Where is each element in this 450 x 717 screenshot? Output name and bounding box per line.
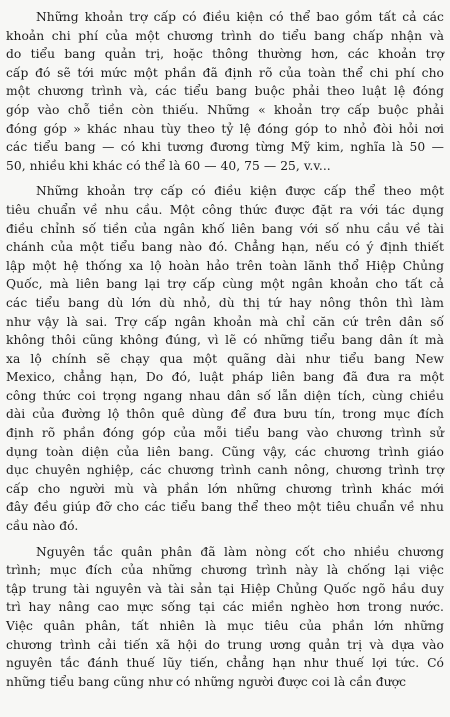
text-line: do tiểu bang quản trị, hoặc thông thường hơn, các khoản trợ <box>6 47 444 62</box>
text-line: 50, nhiều khi khác có thể là 60 — 40, 75 — 25, v.v... <box>6 158 331 173</box>
text-line: chánh của một tiểu bang nào đó. Chẳng hạn, nếu có ý định thiết <box>6 240 444 255</box>
text-line: cấp cho người mù và phần lớn những chương trình khác mới <box>6 481 444 496</box>
text-line: trình; mục đích của những chương trình này là chống lại việc <box>6 563 444 578</box>
paragraph <box>6 182 444 535</box>
text-line: dụng toàn diện của liên bang. Cũng vậy, các chương trình giáo <box>6 444 444 459</box>
text-line: Quốc, mà liên bang lại trợ cấp cùng một ngân khoản cho tất cả <box>6 277 444 292</box>
page-text-body <box>6 8 444 691</box>
text-line: đóng góp » khác nhau tùy theo tỷ lệ đóng góp to nhỏ đòi hỏi nơi <box>6 121 444 136</box>
text-line: Việc quân phân, tất nhiên là mục tiêu của phần lớn những <box>6 619 444 633</box>
text-line: tiêu chuẩn về nhu cầu. Một công thức được đặt ra với tác dụng <box>6 202 444 217</box>
paragraph <box>6 8 444 175</box>
text-line: cầu nào đó. <box>6 519 79 534</box>
text-line: những tiểu bang cũng như có những người được coi là cần được <box>6 674 407 689</box>
text-line: khoản chi phí của một chương trình do tiểu bang chấp nhận và <box>6 28 444 43</box>
text-line: các tiểu bang — có khi tương đương từng Mỹ kim, nghĩa là 50 — <box>6 140 444 155</box>
text-line: nguyên tắc đánh thuế lũy tiến, chẳng hạn như thuế lợi tức. Có <box>6 656 444 671</box>
text-line: như vậy là sai. Trợ cấp ngân khoản mà chỉ căn cứ trên dân số <box>6 314 444 329</box>
text-line: định rõ phần đóng góp của mỗi tiểu bang vào chương trình sử <box>6 426 444 441</box>
text-line: Mexico, chẳng hạn, Do đó, luật pháp liên bang đã đưa ra một <box>6 370 444 385</box>
text-line: một chương trình và, các tiểu bang buộc phải theo luật lệ đóng <box>6 84 444 99</box>
text-line: cấp đó sẽ tới mức một phần đã định rõ của toàn thể chi phí cho <box>6 65 444 80</box>
text-line: các tiểu bang dù lớn dù nhỏ, dù thị tứ hay nông thôn thì làm <box>6 295 444 310</box>
text-line: dài của đường lộ thôn quê dùng để đưa bưu tín, trong mục đích <box>6 407 444 422</box>
text-line: chương trình cải tiến xã hội do trung ương quản trị và dựa vào <box>6 637 444 652</box>
text-line: công thức coi trọng ngang nhau dân số lẫn diện tích, cùng chiều <box>6 388 444 403</box>
paragraph <box>6 543 444 692</box>
text-line: trì hay nâng cao mực sống tại các miền nghèo hơn trong nước. <box>6 600 444 615</box>
text-line: điều chỉnh số tiền của ngân khố liên bang với số nhu cầu về tài <box>6 221 444 236</box>
text-line: đây đều giúp đỡ cho các tiểu bang thể theo một tiêu chuẩn về nhu <box>6 500 444 515</box>
text-line: dục chuyên nghiệp, các chương trình canh nông, chương trình trợ <box>6 463 444 478</box>
text-line: xa lộ chính sẽ chạy qua một quãng dài như tiểu bang New <box>6 351 444 366</box>
text-line: tập trung tài nguyên và tài sản tại Hiệp Chủng Quốc ngõ hầu duy <box>6 581 444 596</box>
text-line: Những khoản trợ cấp có điều kiện được cấp thể theo một <box>36 184 444 199</box>
text-line: không thôi cũng không đúng, vì lẽ có những tiểu bang dân ít mà <box>6 333 444 348</box>
text-line: góp vào chỗ tiền còn thiếu. Những « khoản trợ cấp buộc phải <box>6 102 444 117</box>
text-line: Những khoản trợ cấp có điều kiện có thể bao gồm tất cả các <box>36 10 444 24</box>
text-line: lập một hệ thống xa lộ hoàn hảo trên toàn lãnh thổ Hiệp Chủng <box>6 258 444 273</box>
text-line: Nguyên tắc quân phân đã làm nòng cốt cho nhiều chương <box>36 544 444 559</box>
